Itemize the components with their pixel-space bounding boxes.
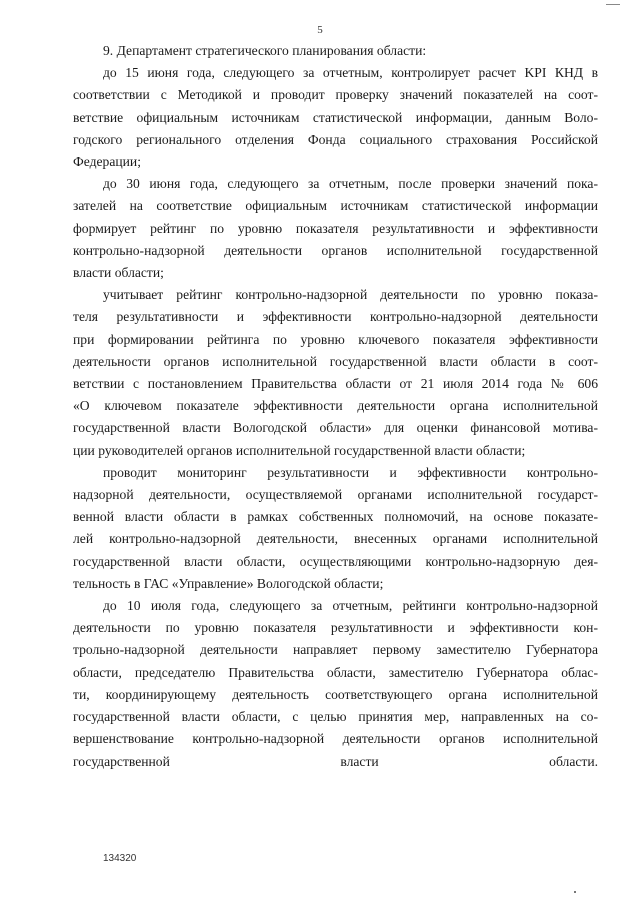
- text-line: 9. Департамент стратегического планирования области:: [103, 43, 427, 58]
- text-line: ции руководителей органов исполнительной государственной власти области;: [73, 442, 526, 458]
- text-line: «О ключевом показателе эффективности деятельности органа исполнительной: [73, 398, 598, 414]
- text-line: ти, координирующему деятельность соответствующего органа исполнительной: [73, 686, 598, 702]
- text-line: до 10 июля года, следующего за отчетным, рейтинги контрольно-надзорной: [103, 598, 598, 614]
- paragraph: [73, 284, 598, 462]
- corner-mark: [606, 0, 620, 5]
- text-line: надзорной деятельности, осуществляемой органами исполнительной государст-: [73, 487, 598, 503]
- text-line: области, председателю Правительства области, заместителю Губернатора облас-: [73, 664, 598, 680]
- page-number: 5: [317, 24, 323, 36]
- text-line: проводит мониторинг результативности и эффективности контрольно-: [103, 464, 598, 480]
- text-line: вершенствование контрольно-надзорной деятельности органов исполнительной: [73, 731, 598, 747]
- text-line: годского регионального отделения Фонда социального страхования Российской: [73, 131, 598, 147]
- paragraph: [73, 62, 598, 173]
- paragraph: [73, 173, 598, 284]
- text-line: государственной власти Вологодской области» для оценки финансовой мотива-: [73, 420, 598, 436]
- text-line: контрольно-надзорной деятельности органов исполнительной государственной: [73, 242, 598, 258]
- text-line: зателей на соответствие официальным источникам статистической информации: [73, 198, 598, 214]
- text-line: теля результативности и эффективности контрольно-надзорной деятельности: [73, 309, 598, 325]
- text-line: государственной власти области, осуществляющими контрольно-надзорную дея-: [73, 553, 598, 569]
- text-line: соответствии с Методикой и проводит проверку значений показателей на соот-: [73, 87, 598, 103]
- body-text: [73, 40, 598, 773]
- text-line: лей контрольно-надзорной деятельности, внесенных органами исполнительной: [73, 531, 598, 547]
- text-line: учитывает рейтинг контрольно-надзорной деятельности по уровню показа-: [103, 287, 598, 303]
- text-line: Федерации;: [73, 154, 141, 170]
- paragraph: [73, 595, 598, 773]
- text-line: трольно-надзорной деятельности направляет первому заместителю Губернатора: [73, 642, 598, 658]
- text-line: ветствии с постановлением Правительства области от 21 июля 2014 года № 606: [73, 376, 598, 392]
- text-line: ветствие официальным источникам статистической информации, данным Воло-: [73, 109, 598, 125]
- text-line: государственной власти области, с целью принятия мер, направленных на со-: [73, 709, 598, 725]
- text-line: деятельности по уровню показателя результативности и эффективности кон-: [73, 620, 598, 636]
- paragraph: [103, 40, 598, 62]
- text-line: до 15 июня года, следующего за отчетным, контролирует расчет KPI КНД в: [103, 65, 598, 81]
- text-line: тельность в ГАС «Управление» Вологодской области;: [73, 575, 384, 591]
- text-line: при формировании рейтинга по уровню ключевого показателя эффективности: [73, 331, 598, 347]
- text-line: деятельности органов исполнительной государственной власти области в соот-: [73, 353, 598, 369]
- text-line: государственной власти области.: [73, 753, 598, 769]
- text-line: власти области;: [73, 265, 164, 281]
- text-line: формирует рейтинг по уровню показателя результативности и эффективности: [73, 220, 598, 236]
- paragraph: [73, 462, 598, 595]
- footer-code: 134320: [103, 853, 137, 864]
- text-line: венной власти области в рамках собственных полномочий, на основе показате-: [73, 509, 598, 525]
- bottom-dot: [574, 891, 576, 893]
- text-line: до 30 июня года, следующего за отчетным, после проверки значений пока-: [103, 176, 598, 192]
